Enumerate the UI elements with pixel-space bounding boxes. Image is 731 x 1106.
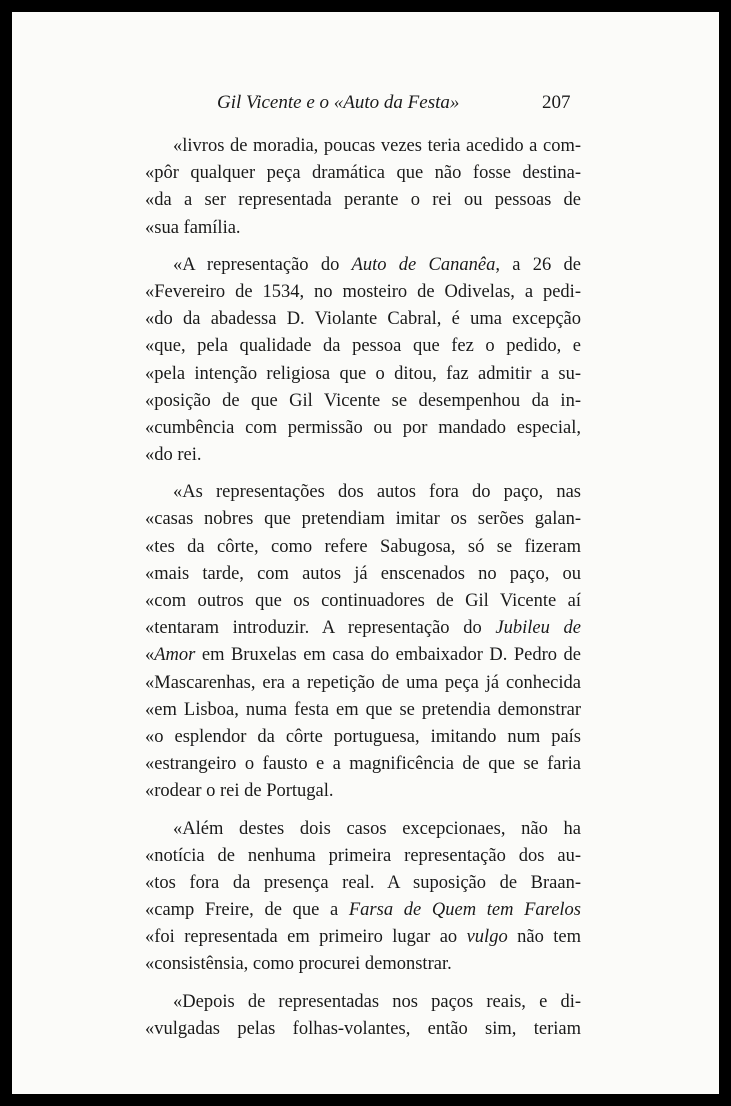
text-line: «em Lisboa, numa festa em que se pretendia demonstrar <box>145 699 581 720</box>
text-line: «mais tarde, com autos já enscenados no paço, ou <box>145 563 581 584</box>
text-line: «Amor em Bruxelas em casa do embaixador D. Pedro de <box>145 645 581 666</box>
italic-title: vulgo <box>466 927 508 948</box>
italic-title: Farsa de Quem tem Farelos <box>348 900 581 921</box>
text-line: «pôr qualquer peça dramática que não fosse destina- <box>145 163 581 184</box>
paragraph <box>145 252 581 470</box>
italic-title: Auto de Cananêa <box>351 254 496 275</box>
text-line: «Além destes dois casos excepcionaes, não ha <box>173 818 581 839</box>
paragraph-gap <box>145 469 581 479</box>
text-line: «Depois de representadas nos paços reais, e di- <box>173 991 581 1012</box>
body-text <box>145 133 581 1043</box>
paragraph-gap <box>145 979 581 989</box>
text-line: «notícia de nenhuma primeira representação dos au- <box>145 845 581 866</box>
text-line: «consistênsia, como procurei demonstrar. <box>145 954 452 975</box>
text-line: «camp Freire, de que a Farsa de Quem tem Farelos <box>145 900 581 921</box>
paragraph <box>145 133 581 242</box>
text-line: «foi representada em primeiro lugar ao vulgo não tem <box>145 927 582 948</box>
text-line: «com outros que os continuadores de Gil Vicente aí <box>145 591 581 611</box>
text-line: «tentaram introduzir. A representação do Jubileu de <box>145 618 581 639</box>
text-line: «As representações dos autos fora do paço, nas <box>173 482 581 503</box>
book-page <box>12 12 719 1094</box>
text-line: «o esplendor da côrte portuguesa, imitando num país <box>145 726 581 747</box>
page-header <box>12 92 719 122</box>
italic-title: Jubileu de <box>495 618 581 639</box>
text-line: «da a ser representada perante o rei ou pessoas de <box>145 190 581 211</box>
text-line: «estrangeiro o fausto e a magnificência de que se faria <box>145 754 581 775</box>
text-line: «livros de moradia, poucas vezes teria acedido a com- <box>173 136 581 156</box>
text-line: «casas nobres que pretendiam imitar os serões galan- <box>145 509 581 530</box>
text-line: «pela intenção religiosa que o ditou, faz admitir a su- <box>145 363 581 384</box>
text-line: «A representação do Auto de Cananêa, a 26 de <box>173 254 581 275</box>
text-line: «cumbência com permissão ou por mandado especial, <box>145 417 581 438</box>
page-number: 207 <box>542 92 571 113</box>
paragraph <box>145 816 581 979</box>
text-line: «Mascarenhas, era a repetição de uma peça já conhecida <box>145 672 581 693</box>
text-line: «tes da côrte, como refere Sabugosa, só se fizeram <box>145 536 581 557</box>
text-line: «vulgadas pelas folhas-volantes, então sim, teriam <box>145 1018 581 1039</box>
text-line: «sua família. <box>145 217 241 238</box>
italic-title: Amor <box>154 645 196 666</box>
text-line: «do da abadessa D. Violante Cabral, é uma excepção <box>145 309 581 330</box>
paragraph-gap <box>145 242 581 252</box>
paragraph <box>145 989 581 1043</box>
text-line: «tos fora da presença real. A suposição de Braan- <box>145 872 581 893</box>
running-title: Gil Vicente e o «Auto da Festa» <box>217 92 460 113</box>
text-line: «rodear o rei de Portugal. <box>145 781 334 802</box>
text-line: «Fevereiro de 1534, no mosteiro de Odivelas, a pedi- <box>145 281 581 302</box>
text-line: «posição de que Gil Vicente se desempenhou da in- <box>145 390 581 411</box>
text-line: «do rei. <box>145 445 202 466</box>
paragraph-gap <box>145 806 581 816</box>
text-line: «que, pela qualidade da pessoa que fez o pedido, e <box>145 336 581 357</box>
paragraph <box>145 479 581 805</box>
